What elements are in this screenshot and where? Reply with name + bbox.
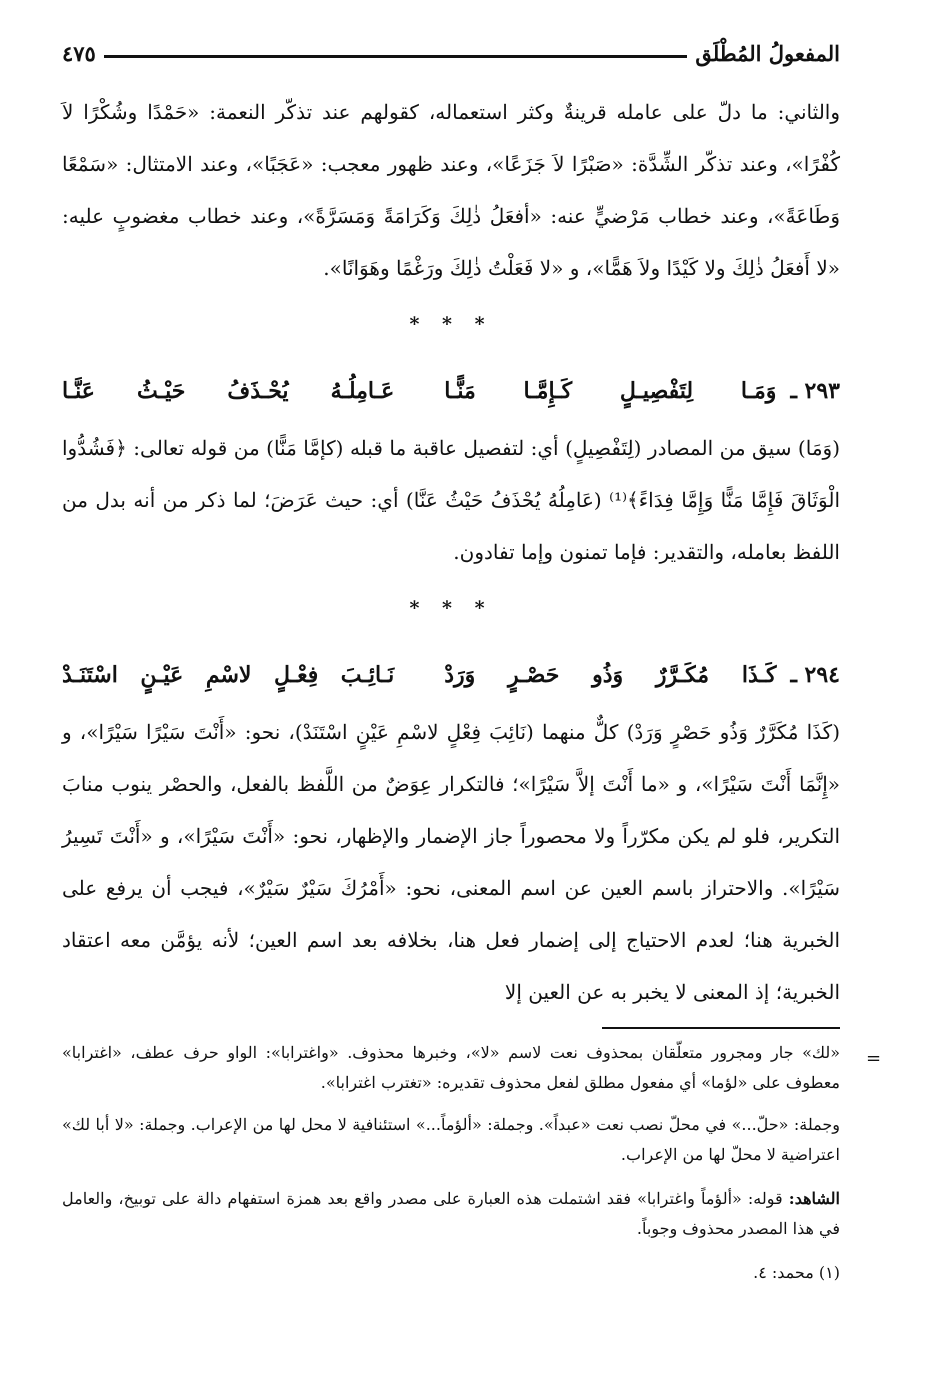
footnotes [62, 1038, 840, 1288]
chapter-title: المفعولُ المُطْلَق [695, 41, 840, 66]
section-separator: * * * [409, 313, 493, 335]
footnote-irab-continued: «لك» جار ومجرور متعلّقان بمحذوف نعت لاسم «لا»، وخبرها محذوف. «واغترابا»: الواو حرف عطف، «اغترابا» معطوف على «لؤما» أي مفعول مطلق لفعل محذوف تقديره: «تغترب اغترابا». [62, 1043, 841, 1092]
footnote-irab-sentences: وجملة: «حلّ...» في محلّ نصب نعت «عبداً». وجملة: «ألؤماً...» استئنافية لا محل لها من الإعراب. وجملة: «لا أبا لك» اعتراضية لا محلّ لها من الإعراب. [62, 1115, 840, 1164]
verse-hemistich-second: عَـامِلُـهُ يُحْـذَفُ حَيْـثُ عَنَّـا [62, 378, 395, 404]
continuation-mark: = [866, 1048, 882, 1069]
paragraph-second-type: والثاني: ما دلّ على عامله قرينةٌ وكثر استعماله، كقولهم عند تذكّر النعمة: «حَمْدًا وشُكْرًا لاَ كُفْرًا»، وعند تذكّر الشِّدَّة: «صَبْرًا لاَ جَزَعًا»، وعند ظهور معجب: «عَجَبًا»، وعند الامتثال: «سَمْعًا وَطَاعَةً»، وعند خطاب مَرْضيٍّ عنه: «أفعَلُ ذٰلِكَ وَكَرَامَةً وَمَسَرَّةً»، وعند خطاب مغضوبٍ عليه: «لا أَفعَلُ ذٰلِكَ ولا كَيْدًا ولاَ هَمًّا»، و «لا فَعَلْتُ ذٰلِكَ ورَغْمًا وهَوَانًا». [62, 100, 840, 280]
verse-293 [62, 360, 840, 422]
verse-number: ٢٩٣ ـ [790, 378, 840, 404]
shahid-label: الشاهد: [788, 1189, 840, 1208]
footnote-separator [602, 1027, 840, 1029]
verse-number: ٢٩٤ ـ [790, 662, 840, 688]
footnote-1: (١) محمد: ٤. [753, 1263, 840, 1282]
verse-294 [62, 644, 840, 706]
header-rule [104, 55, 688, 58]
footnote-shahid [62, 1184, 840, 1244]
verse-hemistich-first: كَـذَا مُكَـرَّرٌ وَذُو حَصْـرٍ وَرَدْ [444, 662, 777, 688]
shahid-text: قوله: «ألؤماً واغترابا» فقد اشتملت هذه العبارة على مصدر واقع بعد همزة استفهام دالة على توبيخ، والعامل في هذا المصدر محذوف وجوباً. [62, 1189, 840, 1238]
verse-hemistich-second: نَـائِـبَ فِعْـلٍ لاسْمِ عَيْـنٍ اسْتَنَـدْ [62, 662, 395, 688]
section-separator: * * * [409, 597, 493, 619]
paragraph-commentary-293: (وَمَا) سيق من المصادر (لِتَفْصِيلٍ) أي: لتفصيل عاقبة ما قبله (كإمَّا مَنًّا) من قوله تعالى: ﴿فَشُدُّوا الْوَثَاقَ فَإِمَّا مَنًّا وَإِمَّا فِدَاءً﴾⁽¹⁾ (عَامِلُهُ يُحْذَفُ حَيْثُ عَنَّا) أي: حيث عَرَضَ؛ لما ذكر من أنه بدل من اللفظ بعامله، والتقدير: فإما تمنون وإما تفادون. [62, 436, 841, 564]
page [62, 26, 841, 1282]
page-header [62, 26, 840, 66]
paragraph-commentary-294: (كَذَا مُكَرَّرٌ وَذُو حَصْرٍ وَرَدْ) كلٌّ منهما (نَائِبَ فِعْلٍ لاسْمِ عَيْنٍ اسْتَنَدْ)، نحو: «أَنْتَ سَيْرًا سَيْرًا»، و «إِنَّمَا أَنْتَ سَيْرًا»، و «ما أَنْتَ إلاَّ سَيْرًا»؛ فالتكرار عِوَضٌ من اللَّفظ بالفعل، والحصْر ينوب منابَ التكرير، فلو لم يكن مكرّراً ولا محصوراً جاز الإضمار والإظهار، نحو: «أَنْتَ سَيْرًا»، و «أَنْتَ تَسِيرُ سَيْرًا». والاحتراز باسم العين عن اسم المعنى، نحو: «أَمْرُكَ سَيْرٌ سَيْرٌ»، فيجب أن يرفع على الخبرية هنا؛ لعدم الاحتياج إلى إضمار فعل هنا، بخلافه بعد اسم العين؛ لأنه يؤمَّن معه اعتقاد الخبرية؛ إذ المعنى لا يخبر به عن العين إلا [62, 720, 840, 1004]
verse-hemistich-first: وَمَـا لِتَفْصِيـلٍ كَـإِمَّـا مَنًّـا [444, 378, 777, 404]
page-number: ٤٧٥ [62, 41, 96, 66]
